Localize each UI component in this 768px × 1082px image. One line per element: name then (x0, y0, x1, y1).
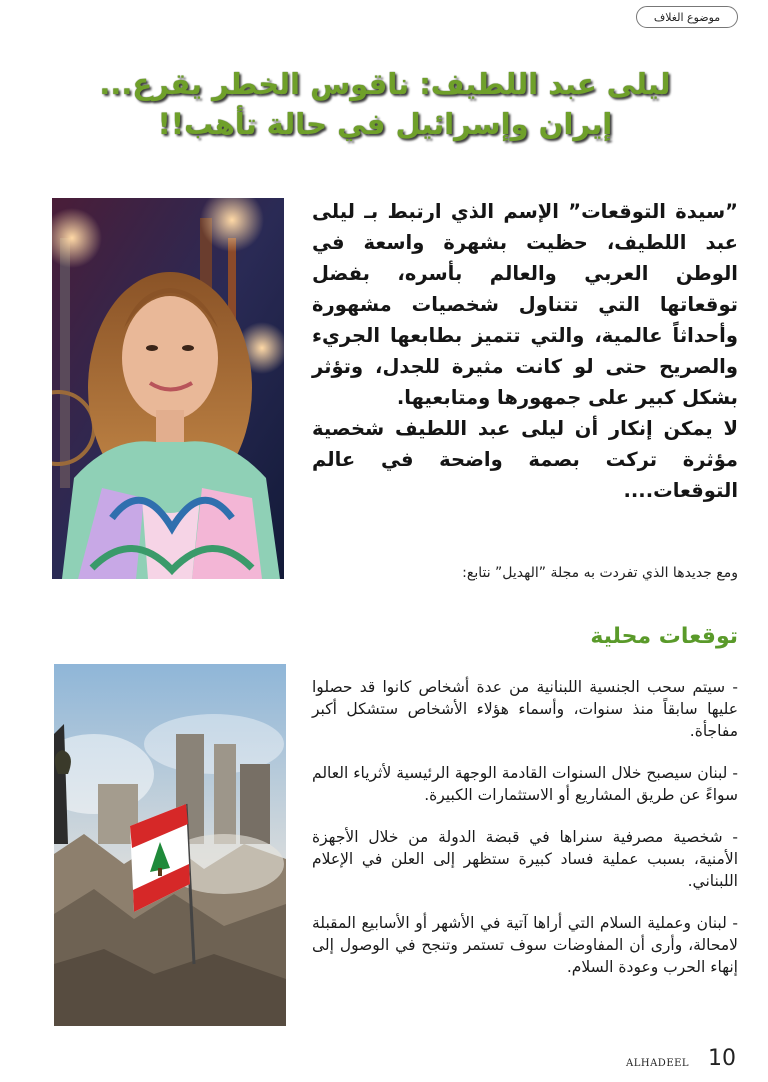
predictions-list (312, 676, 738, 998)
prediction-item: - لبنان وعملية السلام التي أراها آتية في الأشهر أو الأسابيع المقبلة لامحالة، وأرى أن المفاوضات سوف تستمر وتنجح في الوصول إلى إنهاء الحرب وعودة السلام. (312, 914, 738, 976)
section-tag: موضوع الغلاف (636, 6, 738, 28)
intro-paragraph-2: لا يمكن إنكار أن ليلى عبد اللطيف شخصية مؤثرة تركت بصمة واضحة في عالم التوقعات.... (312, 417, 738, 502)
ruins-flag-photo (54, 664, 286, 1026)
headline-line-2: إيران وإسرائيل في حالة تأهب!! (157, 107, 613, 141)
portrait-photo (52, 198, 284, 579)
prediction-item: - سيتم سحب الجنسية اللبنانية من عدة أشخاص كانوا قد حصلوا عليها سابقاً منذ سنوات، وأسماء هؤلاء الأشخاص ستشكل أكبر مفاجأة. (312, 678, 738, 740)
local-predictions-heading: توقعات محلية (590, 624, 738, 649)
headline-line-1: ليلى عبد اللطيف: ناقوس الخطر يقرع... (99, 67, 671, 101)
intro-paragraph-1: ”سيدة التوقعات” الإسم الذي ارتبط بـ ليلى عبد اللطيف، حظيت بشهرة واسعة في الوطن العربي والعالم بأسره، بفضل توقعاتها التي تتناول شخصيات مشهورة وأحداثاً عالمية، والتي تتميز بطابعها الجريء والصريح حتى لو كانت مثيرة للجدل، وتؤثر بشكل كبير على جمهورها ومتابعيها. (312, 200, 738, 409)
prediction-item: - لبنان سيصبح خلال السنوات القادمة الوجهة الرئيسية لأثرياء العالم سواءً عن طريق المشاريع أو الاستثمارات الكبيرة. (312, 764, 738, 804)
intro-text (312, 196, 738, 506)
page-number: 10 (708, 1046, 736, 1071)
prediction-item: - شخصية مصرفية سنراها في قبضة الدولة من خلال الأجهزة الأمنية، بسبب عملية فساد كبيرة ستظهر إلى العلن في الإعلام اللبناني. (312, 828, 738, 890)
magazine-brand: ALHADEEL (626, 1058, 690, 1069)
follow-line: ومع جديدها الذي تفردت به مجلة ”الهديل” نتابع: (462, 565, 738, 581)
headline (60, 64, 710, 144)
